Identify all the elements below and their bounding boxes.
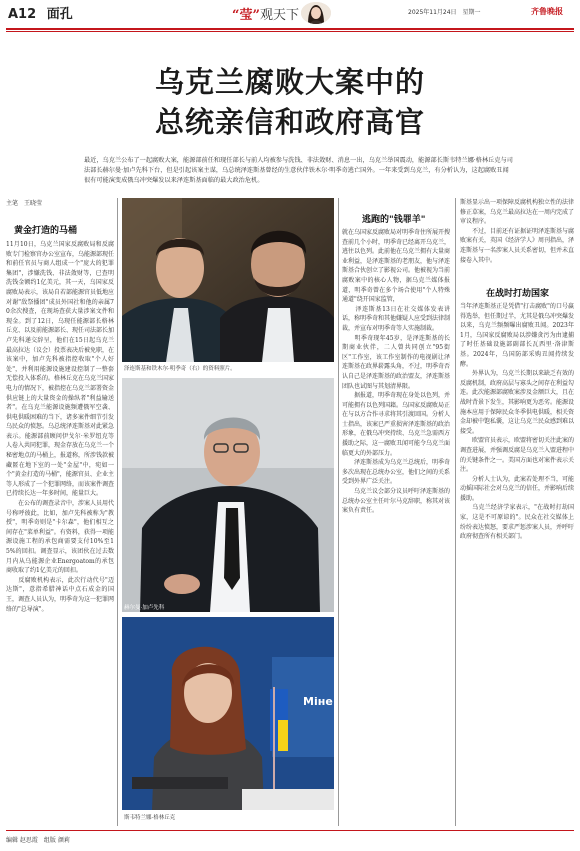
header-rule [6, 28, 574, 30]
column-title [232, 4, 299, 23]
photo-hrynchuk [122, 617, 334, 810]
columnist-portrait-icon [301, 2, 331, 24]
col4-intro: 斯基显示出一项保障反腐机构独立性的法律修正草案，乌克兰最高拉达在一周内完成了审议程序。 不过，目前还有证据证明泽连斯基与腐败案有关，英国《经济学人》周刊指出，泽连斯基与一名涉案人员关系密切，但并未直接卷入其中。 [460, 199, 574, 264]
photo-galushchenko [122, 378, 334, 612]
headline-line-2: 总统亲信和政府高官 [154, 105, 425, 139]
issue-date: 2025年11月24日 星期一 [408, 9, 481, 16]
columnist-avatar [301, 2, 331, 24]
newspaper-name: 齐鲁晚报 [531, 7, 563, 16]
col3-subhead: 逃跑的"钱罪羊" [362, 215, 426, 225]
column-char: 莹 [239, 8, 253, 23]
column-rest: 观天下 [259, 8, 299, 23]
col3-body: 就在乌国家反腐败局对明季奇住所展开搜查前几个小时，明季奇已经离开乌克兰，逃往以色列。此前他在乌克兰拥有大量商业利益，是泽连斯基的老朋友，他与泽连斯基合伙创立了影视公司。他被视为当前腐败案中的核心人物，据乌克兰媒体报道，明季奇曾在多个场合使用"个人特殊通道"绕开国家监管， 泽连斯基13日在社交媒体发表讲话，称明季奇和其他嫌疑人应受到法律制裁，并宣布对明季奇等人实施制裁。 明季奇现年45岁，是泽连斯基的长期商业伙伴，二人曾共同创立"95街区"工作室，该工作室制作的电视剧让泽连斯基在政界崭露头角，不过，明季奇否认自己是泽连斯基的政治盟友，泽连斯基团队也试图与其划清界限。 据报道，明季奇现在身处以色列，并可能拥有以色列国籍。乌国家反腐败局正在与以方合作寻求将其引渡回国。分析人士指出，该案已严重损害泽连斯基的政治形象，在俄乌冲突持续、乌克兰急需西方援助之际，这一腐败丑闻可能令乌克兰面临更大的外部压力。 泽连斯基成为乌克兰总统后，明季奇多次出现在总统办公室，他们之间的关系受到外界广泛关注。 乌克兰议会部分议员呼吁泽连斯基的总统办公室主任叶尔马克辞职，称其对该案负有责任。 [342, 229, 450, 515]
col4-subhead: 在战时打劫国家 [486, 289, 550, 299]
header-rule-thin [6, 31, 574, 32]
lead-paragraph: 最近，乌克兰公布了一起腐败大案，能源部前任和现任部长与前人均被参与洗钱、非法敛财、消息一出，乌克兰举国震动，能源部长斯韦特兰娜·格林丘克与司法部长赫尔曼·加卢先科下台，但是引起该案主谋，乌总统泽连斯基曾经的生意伙伴铁木尔·明季奇逃亡国外。一年来受到乌克兰，有分析认为，这起腐败丑闻很有可能演变成俄乌冲突爆发以来泽连斯基面临的最大政治危机。 [84, 157, 513, 184]
photo2-caption: 赫尔曼·加卢先科 [124, 605, 165, 611]
page-number: A12 [8, 7, 37, 22]
woman-at-podium-photo-icon [122, 617, 334, 810]
photo3-caption: 斯韦特兰娜·格林丘克 [124, 815, 176, 821]
col2-divider [338, 198, 339, 826]
headline-line-1: 乌克兰腐败大案中的 [154, 65, 425, 99]
column-quote-open: “ [232, 8, 240, 23]
column-quote-close: ” [252, 8, 260, 23]
page-header-left [8, 3, 73, 22]
col3-divider [455, 198, 456, 826]
man-in-suit-photo-icon [122, 378, 334, 612]
footer-rule [6, 830, 574, 831]
byline: 主笔 王晓莹 [6, 200, 43, 207]
col1-divider [117, 198, 118, 826]
section-name: 面孔 [46, 7, 73, 22]
podium-sign-text: Міне [303, 695, 333, 708]
photo1-caption: 泽连斯基和铁木尔·明季奇（右）的资料照片。 [124, 366, 236, 372]
col1-subhead: 黄金打造的马桶 [14, 226, 78, 236]
two-men-photo-icon [122, 198, 334, 362]
col1-body: 11月10日，乌克兰国家反腐败局和反腐败专门检察官办公室宣布，乌能源部现任和前任官员与商人组成一个"庞大的犯罪集团"，涉嫌洗钱、非法敛财等，已查明洗钱金额约1亿美元，其一天，乌国家反腐败局表示，该局自若部能源官员低地应对谢"敌祭播团"成员外国社和他的亲属70余次搜查，在现场查获大量涉案文件和现金。到了12日，乌现任能源部长格林丘克、以及前能源部长、现任司法部长加卢先科递交辞呈，他们在15日起乌克兰最高拉达（议会）投票表决后被免职，在该案中，加卢先科被指控收取"个人好处"，并利用能源设施建设控制了一整套无偿投入体系的。格林丘克在乌克兰国家电力的情况下，被指控在乌克兰部署资金供应链上的大量资金的操纵者"利益输送者"。在乌克兰能源设施频遭俄军空袭、供电供暖困难的当下，诸多案件细节引发乌民众的愤怒。乌总统泽连斯基对此紧急表示。能源部前顾问伊戈尔·米罗纽克等人卷入共同犯罪，现金存放在乌克兰一个秘密地点的马桶上，报道称，所涉钱款被藏匿在地下室的一处"金屋"中，宛如一个"黄金打造的马桶"，能源官员、企业主等人形成了一个犯罪网络，而该案件调查已持续长达一年多时间，能量巨大。 在公布的调查录音中，涉案人员用代号称呼彼此，比如，加卢先科被称为"教授"，明季奇则是"卡尔森"，他们相互之间存在"菜单利益"。有资料，获得一项能源设施工程的承包商需要支付10%至15%的回扣。调查显示，该团伙在过去数月内从乌能源企业Energoatom的承包商收取了约1亿美元的回扣。 反腐败机构表示，此次行动代号"迈达斯"，意指希腊神话中点石成金的国王，调查人员认为，明季奇为这一犯罪网络的"总导演"。 [6, 241, 114, 613]
footer-credits: 编辑 赵思霞 组版 颜莉 [6, 837, 70, 844]
photo-zelensky-mindich [122, 198, 334, 362]
col4-body: 当年泽连斯基正是凭借"打击腐败"的口号赢得选举，但任期过半，尤其是俄乌冲突爆发以来，乌克兰频频曝出腐败丑闻。2023年1月，乌国家反腐败局以涉嫌贪污为由逮捕了时任基础设施部副部长瓦西里·洛津斯基。2024年，乌国防部采购丑闻持续发酵。 外界认为，乌克兰长期以来缺乏有效的反腐机制，政府高层与寡头之间存在利益勾连。此次能源部腐败案涉及金额巨大，且在战时背景下发生，其影响更为恶劣。能源设施本应用于保障民众冬季供电供暖，相关资金却被中饱私囊，这让乌克兰民众感到难以接受。 欧盟官员表示，欧盟将密切关注此案的调查进展，并强调反腐是乌克兰入盟进程中的关键条件之一。美国方面也对案件表示关注。 分析人士认为，此案若处理不当，可能动摇国际社会对乌克兰的信任，并影响后续援助。 乌克兰经济学家表示，"在战时打劫国家，这是不可原谅的"。民众在社交媒体上纷纷表达愤怒，要求严惩涉案人员，并呼吁政府彻查所有相关部门。 [460, 303, 574, 541]
